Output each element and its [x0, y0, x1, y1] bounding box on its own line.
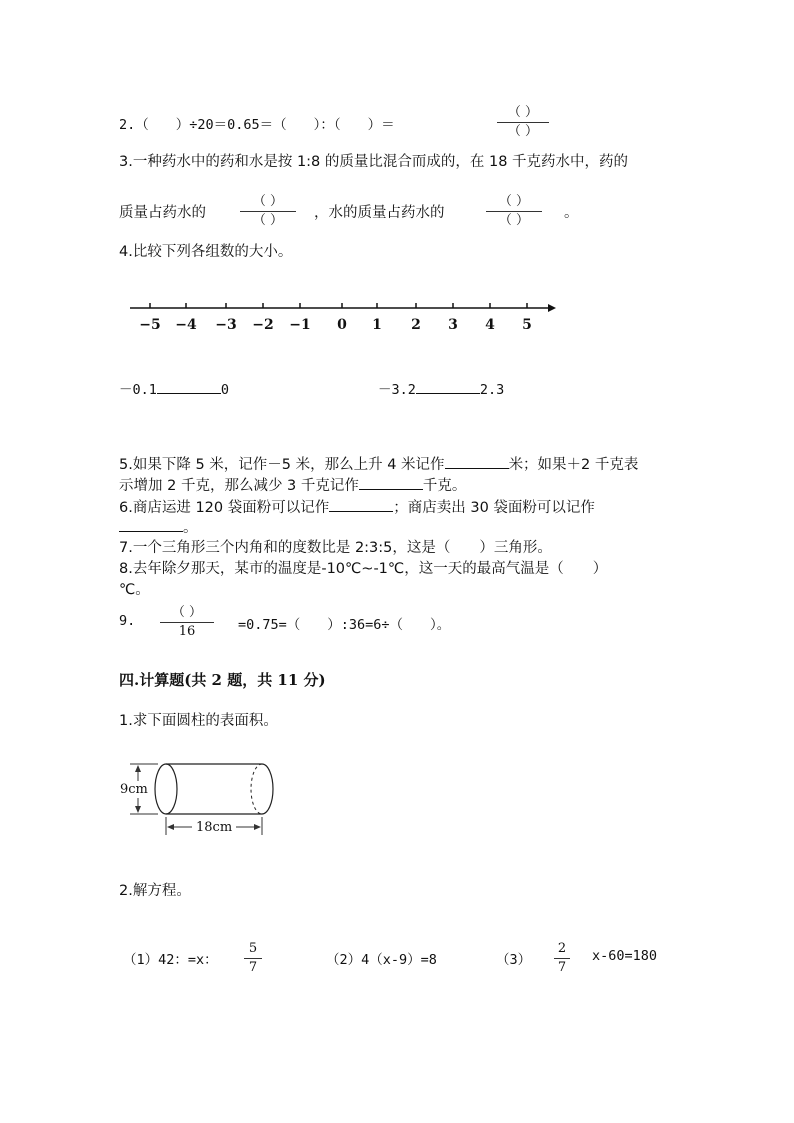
cmp1-answer-blank[interactable] — [157, 381, 221, 394]
number-line-tick-label: 2 — [411, 317, 421, 333]
q5-blank-2[interactable] — [359, 477, 423, 490]
q6-line1a: 6.商店运进 120 袋面粉可以记作 — [119, 500, 330, 516]
c1-title: 1.求下面圆柱的表面积。 — [119, 713, 278, 729]
eq3-denominator: 7 — [557, 960, 567, 975]
q3-line2b: ，水的质量占药水的 — [314, 205, 445, 221]
q5-line2b: 千克。 — [422, 478, 467, 494]
number-line — [120, 294, 560, 342]
q2-fraction — [497, 105, 549, 140]
number-line-tick-label: −1 — [289, 317, 311, 333]
q5-line1 — [119, 453, 638, 474]
cmp2-left: －3.2 — [378, 382, 416, 398]
q3-line2c: 。 — [564, 205, 579, 221]
q3-frac2-bar — [486, 211, 542, 212]
q6-line2 — [119, 516, 198, 537]
number-line-arrow — [548, 304, 556, 312]
q9-rest: =0.75=（ ）:36=6÷（ ）。 — [238, 617, 451, 633]
q3-frac2-numerator: （ ） — [498, 194, 530, 209]
q7-text: 7.一个三角形三个内角和的度数比是 2:3:5，这是（ ）三角形。 — [119, 540, 552, 556]
eq3-frac-bar — [554, 958, 570, 959]
q5-line2 — [119, 474, 466, 495]
q9-frac-bar — [160, 622, 214, 623]
eq1-frac-bar — [244, 958, 262, 959]
q3-line2a: 质量占药水的 — [119, 205, 206, 221]
q3-frac1-bar — [240, 211, 296, 212]
q4-compare-1 — [119, 378, 229, 398]
cmp2-answer-blank[interactable] — [416, 381, 480, 394]
q6-line2b: 。 — [183, 520, 198, 536]
eq3-text: x-60=180 — [592, 948, 658, 964]
eq1-denominator: 7 — [248, 960, 258, 975]
eq3-label: （3） — [496, 952, 532, 968]
c2-title: 2.解方程。 — [119, 883, 191, 899]
number-line-tick-label: −4 — [175, 317, 197, 333]
q9-frac-numerator: （ ） — [171, 605, 203, 620]
q5-line1b: 米；如果＋2 千克表 — [508, 457, 639, 473]
cmp1-right: 0 — [220, 382, 230, 398]
q3-frac1-denominator: （ ） — [252, 213, 284, 228]
q4-title: 4.比较下列各组数的大小。 — [119, 244, 293, 260]
eq2-text: （2）4（x-9）=8 — [326, 952, 437, 968]
number-line-tick-label: 3 — [448, 317, 458, 333]
q6-blank-2[interactable] — [119, 519, 183, 532]
number-line-tick-label: 4 — [485, 317, 495, 333]
q3-frac1-numerator: （ ） — [252, 194, 284, 209]
q9-number: 9. — [119, 613, 136, 629]
q2-frac-denominator: （ ） — [507, 124, 539, 139]
q3-line1: 3.一种药水中的药和水是按 1:8 的质量比混合而成的，在 18 千克药水中，药的 — [119, 154, 629, 170]
section-4-title: 四.计算题(共 2 题，共 11 分) — [119, 671, 326, 689]
eq3-numerator: 2 — [557, 941, 567, 956]
q3-fraction-1 — [240, 194, 296, 229]
q3-frac2-denominator: （ ） — [498, 213, 530, 228]
number-line-tick-label: 0 — [337, 317, 347, 333]
eq1-numerator: 5 — [248, 941, 258, 956]
q4-compare-2 — [378, 378, 504, 398]
number-line-tick-label: −3 — [215, 317, 237, 333]
eq1-text: （1）42：=x： — [123, 952, 218, 968]
q2-frac-bar — [497, 122, 549, 123]
q8-line1: 8.去年除夕那天，某市的温度是-10℃~-1℃，这一天的最高气温是（ ） — [119, 561, 608, 577]
q5-blank-1[interactable] — [445, 456, 509, 469]
q5-line2a: 示增加 2 千克，那么减少 3 千克记作 — [119, 478, 359, 494]
cmp1-left: －0.1 — [119, 382, 157, 398]
number-line-tick-label: 1 — [372, 317, 382, 333]
q3-fraction-2 — [486, 194, 542, 229]
q9-frac-denominator: 16 — [178, 624, 196, 639]
q5-line1a: 5.如果下降 5 米，记作－5 米，那么上升 4 米记作 — [119, 457, 445, 473]
number-line-tick-label: 5 — [522, 317, 532, 333]
number-line-tick-label: −5 — [139, 317, 161, 333]
q6-line1 — [119, 496, 595, 517]
cylinder-length-label: 18cm — [196, 820, 233, 835]
q9-fraction — [160, 605, 214, 640]
number-line-tick-label: −2 — [252, 317, 274, 333]
cmp2-right: 2.3 — [479, 382, 505, 398]
eq1-fraction — [244, 941, 262, 976]
q6-blank-1[interactable] — [329, 499, 393, 512]
q8-line2: ℃。 — [119, 582, 150, 598]
cylinder-height-label: 9cm — [120, 782, 148, 797]
q2-text: 2.（ ）÷20＝0.65＝（ ）：（ ）＝ — [119, 117, 395, 133]
eq3-fraction — [554, 941, 570, 976]
q2-frac-numerator: （ ） — [507, 105, 539, 120]
q6-line1b: ；商店卖出 30 袋面粉可以记作 — [393, 500, 595, 516]
